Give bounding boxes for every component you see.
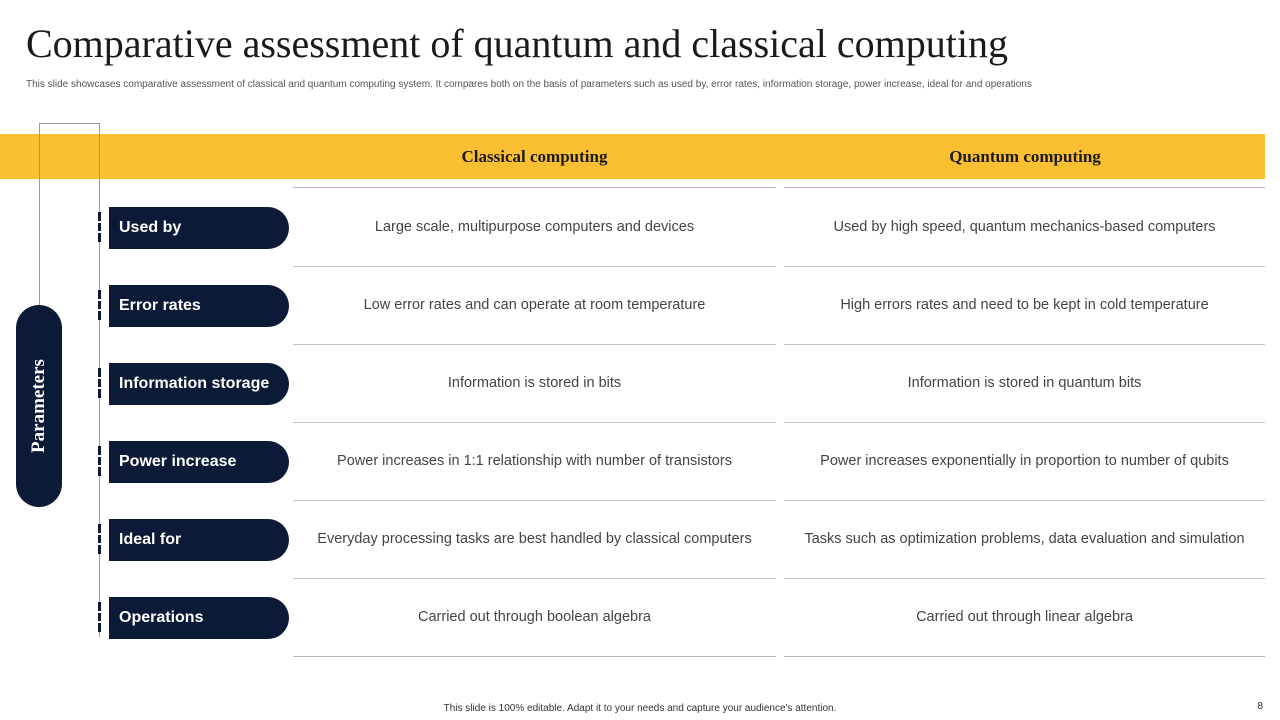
parameters-label: Parameters xyxy=(28,359,49,453)
row-connector-tick xyxy=(98,446,101,476)
parameter-label: Information storage xyxy=(109,363,289,405)
row-divider xyxy=(293,578,776,579)
quantum-cell: Power increases exponentially in proportion to number of qubits xyxy=(784,422,1265,500)
table-row xyxy=(0,500,1280,578)
classical-cell: Low error rates and can operate at room temperature xyxy=(293,266,776,344)
row-connector-tick xyxy=(98,290,101,320)
slide-subtitle: This slide showcases comparative assessment of classical and quantum computing system. It compares both on the basis of parameters such as used by, error rates, information storage, power increase, ideal for and operations xyxy=(26,79,1032,90)
row-divider xyxy=(293,266,776,267)
parameter-label: Ideal for xyxy=(109,519,289,561)
row-divider xyxy=(784,500,1265,501)
parameter-label: Used by xyxy=(109,207,289,249)
row-divider xyxy=(784,266,1265,267)
classical-cell: Everyday processing tasks are best handled by classical computers xyxy=(293,500,776,578)
row-divider xyxy=(293,500,776,501)
column-header-quantum: Quantum computing xyxy=(949,147,1101,166)
parameter-label: Operations xyxy=(109,597,289,639)
table-row xyxy=(0,578,1280,656)
quantum-cell: Information is stored in quantum bits xyxy=(784,344,1265,422)
row-connector-tick xyxy=(98,602,101,632)
column-header-classical: Classical computing xyxy=(461,147,608,166)
quantum-cell: Tasks such as optimization problems, data evaluation and simulation xyxy=(784,500,1265,578)
row-connector-tick xyxy=(98,368,101,398)
quantum-cell: Carried out through linear algebra xyxy=(784,578,1265,656)
slide-title: Comparative assessment of quantum and classical computing xyxy=(26,21,1008,66)
quantum-cell: High errors rates and need to be kept in cold temperature xyxy=(784,266,1265,344)
table-row xyxy=(0,344,1280,422)
classical-cell: Power increases in 1:1 relationship with number of transistors xyxy=(293,422,776,500)
row-divider xyxy=(784,422,1265,423)
footer-note: This slide is 100% editable. Adapt it to your needs and capture your audience's attention. xyxy=(443,703,837,714)
table-row xyxy=(0,422,1280,500)
row-divider xyxy=(784,344,1265,345)
classical-cell: Information is stored in bits xyxy=(293,344,776,422)
parameter-label: Error rates xyxy=(109,285,289,327)
row-divider xyxy=(784,578,1265,579)
parameter-label: Power increase xyxy=(109,441,289,483)
row-divider xyxy=(293,422,776,423)
table-row xyxy=(0,188,1280,266)
table-row xyxy=(0,266,1280,344)
slide-number: 8 xyxy=(1257,701,1263,712)
classical-cell: Large scale, multipurpose computers and devices xyxy=(293,188,776,266)
quantum-cell: Used by high speed, quantum mechanics-based computers xyxy=(784,188,1265,266)
row-connector-tick xyxy=(98,524,101,554)
row-divider xyxy=(293,344,776,345)
row-connector-tick xyxy=(98,212,101,242)
classical-cell: Carried out through boolean algebra xyxy=(293,578,776,656)
